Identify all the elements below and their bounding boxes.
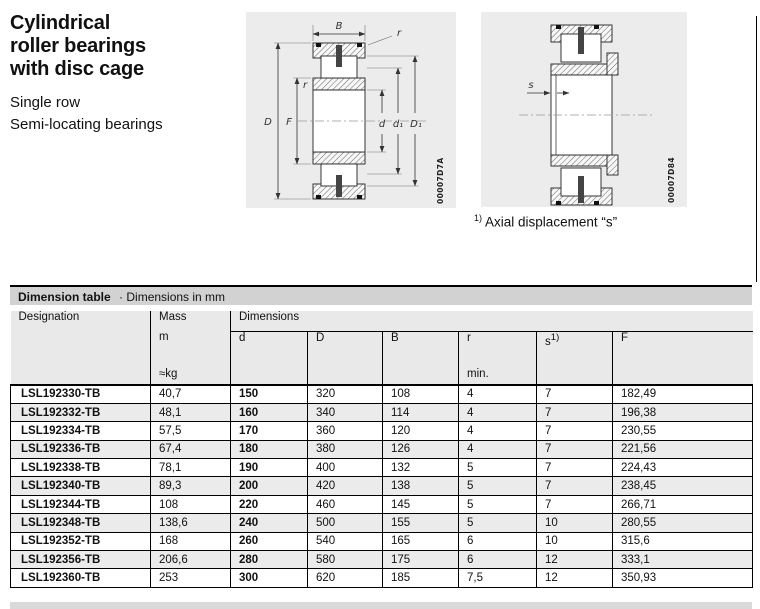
col-r-header: r [459, 331, 537, 353]
cell-mass: 138,6 [151, 514, 231, 532]
footnote-marker: 1) [474, 213, 483, 223]
cell-mass: 253 [151, 569, 231, 587]
cell-designation: LSL192338-TB [11, 459, 151, 477]
figure-axial-displacement [481, 12, 687, 207]
dim-label-F: F [286, 117, 292, 128]
cell-D: 360 [308, 422, 383, 440]
cell-d: 240 [231, 514, 308, 532]
cell-B: 114 [383, 403, 459, 421]
table-row [11, 514, 753, 532]
cell-designation: LSL192344-TB [11, 495, 151, 513]
page-subtitle [10, 92, 163, 136]
cell-designation: LSL192336-TB [11, 440, 151, 458]
cell-D: 540 [308, 532, 383, 550]
cell-d: 180 [231, 440, 308, 458]
dim-label-d: d [378, 119, 386, 130]
cell-r: 5 [459, 477, 537, 495]
figure-bearing-section [246, 12, 456, 208]
cell-D: 580 [308, 551, 383, 569]
cell-r: 6 [459, 532, 537, 550]
cell-s: 7 [537, 385, 613, 403]
col-mass-header: Mass [151, 311, 231, 331]
cell-F: 315,6 [613, 532, 753, 550]
cell-s: 7 [537, 440, 613, 458]
page-title-line: with disc cage [10, 58, 144, 80]
cell-r: 5 [459, 459, 537, 477]
cell-r: 5 [459, 514, 537, 532]
table-row [11, 440, 753, 458]
cell-mass: 168 [151, 532, 231, 550]
footnote-text: Axial displacement “s” [485, 214, 618, 230]
cell-B: 126 [383, 440, 459, 458]
cell-D: 420 [308, 477, 383, 495]
cell-s: 10 [537, 532, 613, 550]
cell-d: 200 [231, 477, 308, 495]
cell-s: 12 [537, 551, 613, 569]
s-footnote-marker: 1) [550, 331, 560, 343]
dim-label-s: s [528, 80, 534, 91]
figure-code: 00007D84 [667, 157, 676, 203]
cell-F: 230,55 [613, 422, 753, 440]
cell-mass: 57,5 [151, 422, 231, 440]
table-row [11, 495, 753, 513]
cell-mass: 67,4 [151, 440, 231, 458]
cell-designation: LSL192356-TB [11, 551, 151, 569]
cell-designation: LSL192352-TB [11, 532, 151, 550]
page-title-line: Cylindrical [10, 12, 111, 34]
cell-F: 196,38 [613, 403, 753, 421]
cell-D: 400 [308, 459, 383, 477]
next-section-strip [10, 602, 752, 609]
cell-d: 300 [231, 569, 308, 587]
cell-D: 320 [308, 385, 383, 403]
cell-B: 132 [383, 459, 459, 477]
cell-s: 12 [537, 569, 613, 587]
cell-designation: LSL192360-TB [11, 569, 151, 587]
cell-r: 4 [459, 403, 537, 421]
cell-r: 6 [459, 551, 537, 569]
cell-d: 220 [231, 495, 308, 513]
col-F-header: F [613, 331, 753, 353]
col-r-min: min. [459, 353, 537, 385]
cell-B: 145 [383, 495, 459, 513]
col-D-header: D [308, 331, 383, 353]
table-title: Dimension table [18, 290, 111, 304]
col-mass-symbol: m [151, 331, 231, 353]
col-mass-unit: ≈kg [151, 353, 231, 385]
cell-mass: 48,1 [151, 403, 231, 421]
cell-s: 10 [537, 514, 613, 532]
col-designation-header: Designation [11, 311, 151, 385]
cell-D: 340 [308, 403, 383, 421]
dim-label-D: D [264, 117, 272, 128]
dim-label-D1: D₁ [410, 119, 422, 130]
col-B-header: B [383, 331, 459, 353]
cell-r: 5 [459, 495, 537, 513]
cell-s: 7 [537, 403, 613, 421]
cell-mass: 89,3 [151, 477, 231, 495]
cell-s: 7 [537, 477, 613, 495]
cell-s: 7 [537, 459, 613, 477]
page-subtitle-line: Semi-locating bearings [10, 116, 163, 133]
cell-F: 280,55 [613, 514, 753, 532]
page-edge-divider [756, 16, 757, 282]
cell-B: 165 [383, 532, 459, 550]
cell-designation: LSL192332-TB [11, 403, 151, 421]
cell-D: 460 [308, 495, 383, 513]
cell-s: 7 [537, 422, 613, 440]
cell-B: 108 [383, 385, 459, 403]
cell-D: 500 [308, 514, 383, 532]
dim-label-r-inner: r [302, 80, 308, 91]
cell-designation: LSL192330-TB [11, 385, 151, 403]
table-row [11, 422, 753, 440]
cell-s: 7 [537, 495, 613, 513]
cell-designation: LSL192348-TB [11, 514, 151, 532]
table-row [11, 403, 753, 421]
axial-displacement-drawing [481, 12, 687, 207]
page-title-line: roller bearings [10, 35, 146, 57]
cell-d: 170 [231, 422, 308, 440]
dim-label-B: B [335, 21, 343, 32]
cell-F: 238,45 [613, 477, 753, 495]
table-title-bar [10, 285, 752, 305]
table-row [11, 459, 753, 477]
page-subtitle-line: Single row [10, 94, 81, 111]
cell-D: 380 [308, 440, 383, 458]
table-row [11, 385, 753, 403]
cell-F: 333,1 [613, 551, 753, 569]
cell-mass: 40,7 [151, 385, 231, 403]
cell-B: 155 [383, 514, 459, 532]
cell-designation: LSL192334-TB [11, 422, 151, 440]
cell-d: 160 [231, 403, 308, 421]
col-s-header: $s^{1)}$ [537, 331, 613, 353]
col-d-header: d [231, 331, 308, 353]
cell-mass: 206,6 [151, 551, 231, 569]
dimension-table [10, 311, 753, 588]
cell-F: 182,49 [613, 385, 753, 403]
cell-designation: LSL192340-TB [11, 477, 151, 495]
dim-label-d1: d₁ [392, 119, 404, 130]
dim-label-r-outer: r [397, 28, 402, 39]
cell-D: 620 [308, 569, 383, 587]
cell-F: 224,43 [613, 459, 753, 477]
cell-r: 4 [459, 440, 537, 458]
cell-d: 190 [231, 459, 308, 477]
cell-F: 266,71 [613, 495, 753, 513]
cell-r: 7,5 [459, 569, 537, 587]
cell-B: 175 [383, 551, 459, 569]
page-title [10, 12, 146, 81]
cell-F: 221,56 [613, 440, 753, 458]
cell-B: 120 [383, 422, 459, 440]
table-row [11, 532, 753, 550]
bearing-section-drawing [246, 12, 456, 208]
cell-d: 150 [231, 385, 308, 403]
cell-d: 260 [231, 532, 308, 550]
cell-r: 4 [459, 422, 537, 440]
table-title-note: · Dimensions in mm [119, 290, 226, 304]
dimension-table-body [11, 385, 753, 587]
footnote-axial-displacement [474, 213, 617, 230]
cell-d: 280 [231, 551, 308, 569]
table-row [11, 551, 753, 569]
cell-F: 350,93 [613, 569, 753, 587]
cell-B: 138 [383, 477, 459, 495]
cell-B: 185 [383, 569, 459, 587]
cell-mass: 78,1 [151, 459, 231, 477]
table-row [11, 569, 753, 587]
col-dimensions-header: Dimensions [231, 311, 753, 331]
cell-mass: 108 [151, 495, 231, 513]
dimension-table-header [11, 311, 753, 385]
cell-r: 4 [459, 385, 537, 403]
table-row [11, 477, 753, 495]
figure-code: 00007D7A [436, 157, 445, 204]
